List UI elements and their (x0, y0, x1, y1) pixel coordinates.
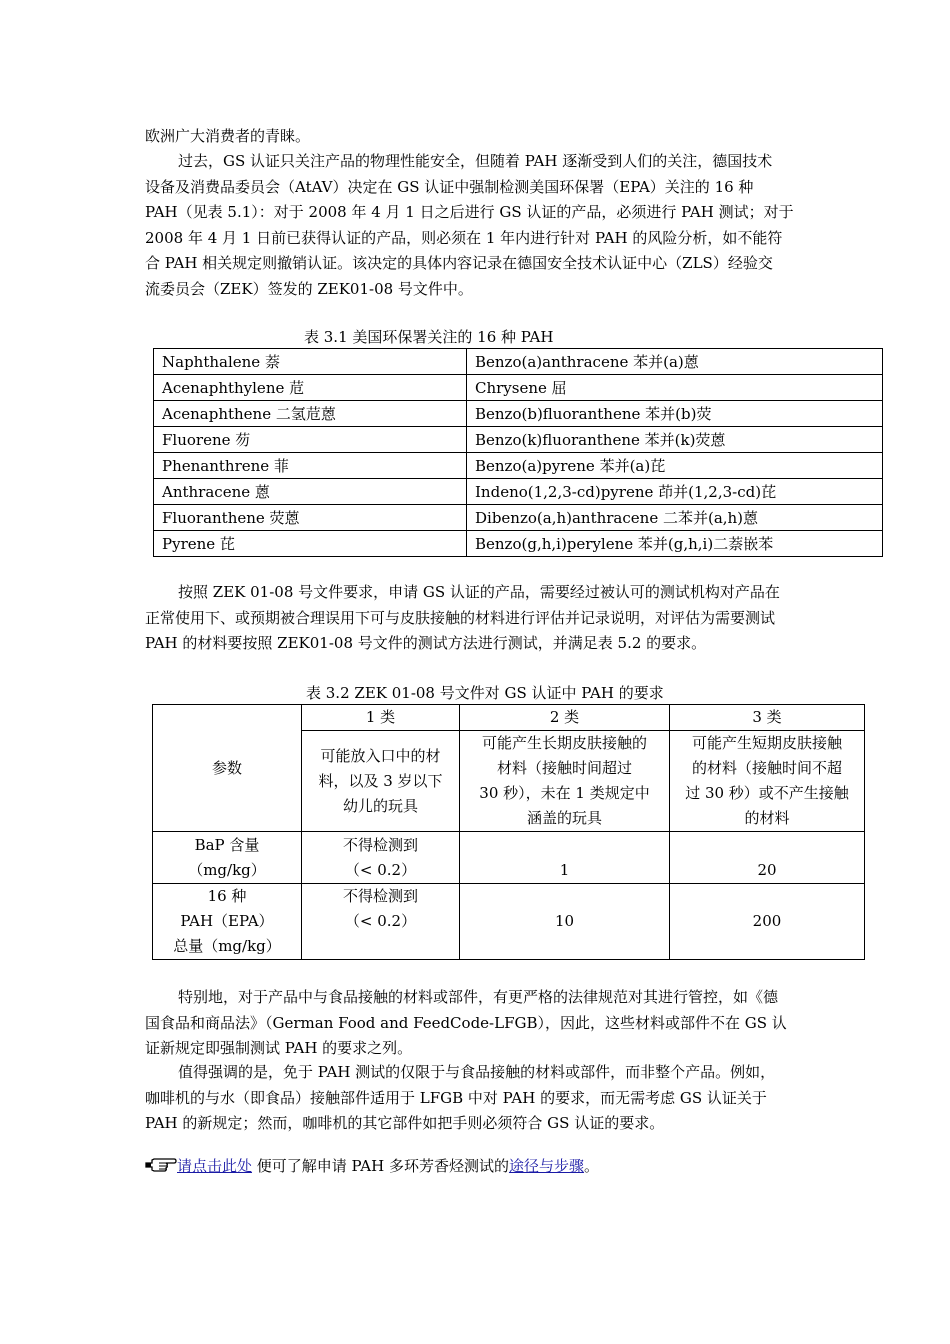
cell-line: 的材料 (744, 809, 790, 827)
table-cell: Fluoranthene 荧蒽 (154, 505, 467, 531)
table-cell: Benzo(k)fluoranthene 苯并(k)荧蒽 (467, 427, 883, 453)
text-line: 2008 年 4 月 1 日前已获得认证的产品，则必须在 1 年内进行针对 PAH 的风险分析，如不能符 (145, 228, 783, 247)
text-line: PAH（见表 5.1）：对于 2008 年 4 月 1 日之后进行 GS 认证的产品，必须进行 PAH 测试；对于 (145, 203, 794, 221)
table-cell: Benzo(b)fluoranthene 苯并(b)荧 (467, 401, 883, 427)
footer-line (145, 1155, 599, 1176)
food-paragraph (145, 985, 850, 1062)
cell-line: （mg/kg） (188, 860, 266, 879)
category-desc-cell (302, 731, 460, 832)
category-name-cell: 2 类 (460, 705, 670, 731)
text-line: 特别地，对于产品中与食品接触的材料或部件，有更严格的法律规范对其进行管控，如《德 (178, 988, 779, 1006)
gs-paragraph (145, 149, 850, 302)
cell-line: 不得检测到 (342, 887, 418, 905)
table-cell: Fluorene 芴 (154, 427, 467, 453)
table-cell: Benzo(g,h,i)perylene 苯并(g,h,i)二萘嵌苯 (467, 531, 883, 557)
value-cell: 10 (460, 884, 670, 960)
cell-line: 总量（mg/kg） (173, 937, 281, 955)
param-cell (153, 884, 302, 960)
pointing-hand-icon (145, 1156, 177, 1174)
param-cell (153, 832, 302, 884)
cell-line: BaP 含量 (194, 835, 260, 854)
table2-caption: 表 3.2 ZEK 01-08 号文件对 GS 认证中 PAH 的要求 (306, 684, 664, 702)
cell-line: 30 秒），未在 1 类规定中 (479, 784, 650, 802)
cell-line: 涵盖的玩具 (526, 809, 602, 827)
cell-line: 不得检测到 (342, 835, 418, 854)
cell-line: 材料（接触时间超过 (496, 759, 632, 777)
table-row (153, 832, 865, 884)
text-line: 流委员会（ZEK）签发的 ZEK01-08 号文件中。 (145, 279, 473, 298)
text-line: PAH 的材料要按照 ZEK01-08 号文件的测试方法进行测试，并满足表 5.2 的要求。 (145, 634, 707, 652)
value-cell: 1 (460, 832, 670, 884)
text-line: PAH 的新规定；然而，咖啡机的其它部件如把手则必须符合 GS 认证的要求。 (145, 1114, 665, 1132)
table-row (154, 531, 883, 557)
table-row (154, 479, 883, 505)
zek-paragraph (145, 580, 850, 657)
param-header-cell: 参数 (153, 705, 302, 832)
cell-line: PAH（EPA） (180, 912, 274, 930)
table-cell: Benzo(a)anthracene 苯并(a)蒽 (467, 349, 883, 375)
cell-line: 过 30 秒）或不产生接触 (685, 784, 849, 802)
cell-line: 可能产生短期皮肤接触 (691, 734, 842, 752)
text-line: 国食品和商品法》（German Food and FeedCode-LFGB），因此，这些材料或部件不在 GS 认 (145, 1013, 787, 1032)
text-line: 证新规定即强制测试 PAH 的要求之列。 (145, 1039, 413, 1057)
intro-paragraph (145, 124, 850, 150)
table-row (153, 884, 865, 960)
cell-line: 料，以及 3 岁以下 (318, 771, 443, 790)
category-desc-cell (670, 731, 865, 832)
footer-text: 便可了解申请 PAH 多环芳香烃测试的 (252, 1157, 509, 1175)
click-here-link[interactable]: 请点击此处 (177, 1157, 253, 1175)
table-cell: Phenanthrene 菲 (154, 453, 467, 479)
cell-line: 16 种 (207, 887, 247, 905)
text-line: 欧洲广大消费者的青睐。 (145, 127, 311, 145)
value-cell: 200 (670, 884, 865, 960)
category-desc-cell (460, 731, 670, 832)
cell-line: 幼儿的玩具 (342, 796, 418, 815)
cell-line: 可能产生长期皮肤接触的 (481, 734, 647, 752)
note-paragraph (145, 1060, 850, 1137)
value-cell: 20 (670, 832, 865, 884)
table-cell: Acenaphthene 二氢苊蒽 (154, 401, 467, 427)
value-cell (302, 884, 460, 960)
table-cell: Dibenzo(a,h)anthracene 二苯并(a,h)蒽 (467, 505, 883, 531)
category-name-cell: 1 类 (302, 705, 460, 731)
value-cell (302, 832, 460, 884)
cell-line: 可能放入口中的材 (320, 746, 441, 765)
category-name-cell: 3 类 (670, 705, 865, 731)
cell-line: （< 0.2） (344, 860, 417, 879)
pah-requirements-table (152, 704, 865, 960)
pah-list-table (153, 348, 883, 557)
table-cell: Anthracene 蒽 (154, 479, 467, 505)
table-cell: Indeno(1,2,3-cd)pyrene 茚并(1,2,3-cd)芘 (467, 479, 883, 505)
text-line: 合 PAH 相关规定则撤销认证。该决定的具体内容记录在德国安全技术认证中心（ZLS）经验交 (145, 254, 773, 272)
table-row (154, 349, 883, 375)
text-line: 设备及消费品委员会（AtAV）决定在 GS 认证中强制检测美国环保署（EPA）关注的 16 种 (145, 177, 754, 196)
table1-caption: 表 3.1 美国环保署关注的 16 种 PAH (304, 328, 554, 346)
text-line: 过去，GS 认证只关注产品的物理性能安全，但随着 PAH 逐渐受到人们的关注，德国技术 (178, 152, 773, 170)
text-line: 咖啡机的与水（即食品）接触部件适用于 LFGB 中对 PAH 的要求，而无需考虑 GS 认证关于 (145, 1088, 767, 1107)
table-cell: Naphthalene 萘 (154, 349, 467, 375)
table-cell: Acenaphthylene 苊 (154, 375, 467, 401)
table-row (154, 375, 883, 401)
table-row (154, 427, 883, 453)
table-row (154, 505, 883, 531)
steps-link[interactable]: 途径与步骤 (508, 1157, 584, 1175)
footer-end: 。 (583, 1157, 599, 1175)
text-line: 值得强调的是，免于 PAH 测试的仅限于与食品接触的材料或部件，而非整个产品。例如， (178, 1063, 776, 1081)
cell-line: 的材料（接触时间不超 (691, 759, 842, 777)
table-cell: Benzo(a)pyrene 苯并(a)芘 (467, 453, 883, 479)
text-line: 正常使用下、或预期被合理误用下可与皮肤接触的材料进行评估并记录说明，对评估为需要测试 (145, 608, 776, 627)
cell-line: （< 0.2） (344, 912, 417, 930)
text-line: 按照 ZEK 01-08 号文件要求，申请 GS 认证的产品，需要经过被认可的测试机构对产品在 (178, 583, 780, 601)
table-row (154, 453, 883, 479)
table-cell: Pyrene 芘 (154, 531, 467, 557)
table-row (154, 401, 883, 427)
table-cell: Chrysene 屈 (467, 375, 883, 401)
table-header-row (153, 705, 865, 731)
